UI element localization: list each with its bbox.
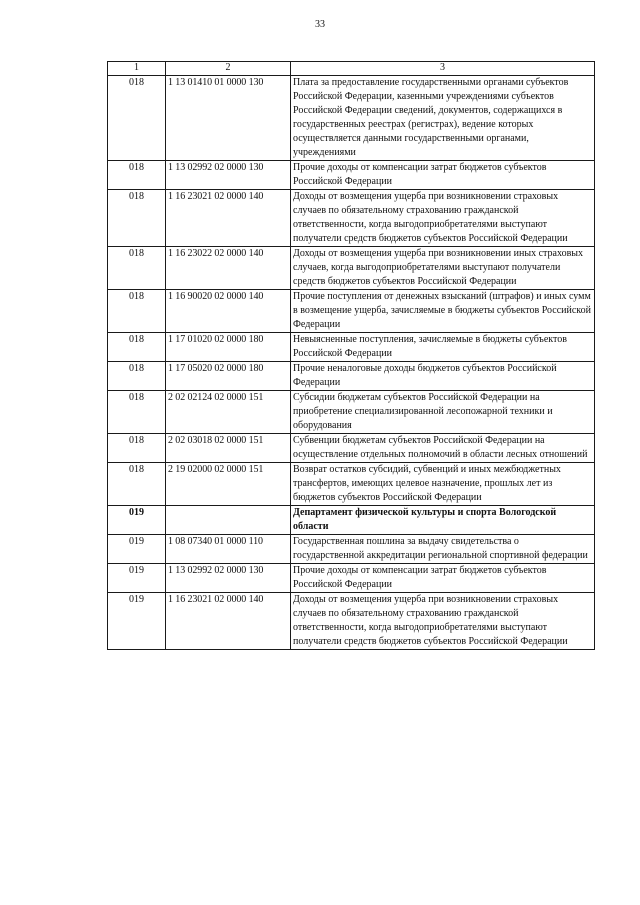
income-name-cell: Плата за предоставление государственными органами субъектов Российской Федерации, казенными учреждениями субъектов Российской Федерации сведений, документов, содержащихся в государственных реестрах (регистрах), ведение которых осуществляется данными государственными органами, учреждениями	[291, 76, 595, 161]
column-header: 3	[291, 62, 595, 76]
table-row	[108, 391, 595, 434]
admin-code-cell: 018	[108, 76, 166, 161]
budget-code-cell: 2 02 02124 02 0000 151	[166, 391, 291, 434]
income-name-cell: Доходы от возмещения ущерба при возникновении страховых случаев по обязательному страхованию гражданской ответственности, когда выгодоприобретателями выступают получатели средств бюджетов субъектов Российской Федерации	[291, 593, 595, 650]
income-name-cell: Субвенции бюджетам субъектов Российской Федерации на осуществление отдельных полномочий в области лесных отношений	[291, 434, 595, 463]
table-row	[108, 593, 595, 650]
budget-code-cell: 1 16 23021 02 0000 140	[166, 190, 291, 247]
table-row	[108, 463, 595, 506]
income-name-cell: Доходы от возмещения ущерба при возникновении страховых случаев по обязательному страхованию гражданской ответственности, когда выгодоприобретателями выступают получатели средств бюджетов субъектов Российской Федерации	[291, 190, 595, 247]
budget-code-cell: 1 13 01410 01 0000 130	[166, 76, 291, 161]
budget-code-cell: 2 02 03018 02 0000 151	[166, 434, 291, 463]
budget-code-cell: 1 17 05020 02 0000 180	[166, 362, 291, 391]
column-header: 1	[108, 62, 166, 76]
income-name-cell: Прочие поступления от денежных взысканий (штрафов) и иных сумм в возмещение ущерба, зачисляемые в бюджеты субъектов Российской Федерации	[291, 290, 595, 333]
admin-code-cell: 018	[108, 463, 166, 506]
admin-code-cell: 018	[108, 391, 166, 434]
admin-code-cell: 018	[108, 333, 166, 362]
budget-code-cell: 1 08 07340 01 0000 110	[166, 535, 291, 564]
budget-code-cell: 1 13 02992 02 0000 130	[166, 564, 291, 593]
budget-code-cell: 1 16 23021 02 0000 140	[166, 593, 291, 650]
income-name-cell: Субсидии бюджетам субъектов Российской Федерации на приобретение специализированной лесопожарной техники и оборудования	[291, 391, 595, 434]
budget-code-cell: 1 16 23022 02 0000 140	[166, 247, 291, 290]
revenue-code-table	[107, 61, 595, 650]
table-row	[108, 564, 595, 593]
admin-code-cell: 018	[108, 290, 166, 333]
income-name-cell: Прочие доходы от компенсации затрат бюджетов субъектов Российской Федерации	[291, 564, 595, 593]
admin-code-cell: 019	[108, 506, 166, 535]
table-row	[108, 247, 595, 290]
section-row	[108, 506, 595, 535]
admin-code-cell: 018	[108, 161, 166, 190]
admin-code-cell: 019	[108, 564, 166, 593]
income-name-cell: Доходы от возмещения ущерба при возникновении иных страховых случаев, когда выгодоприобретателями выступают получатели средств бюджетов субъектов Российской Федерации	[291, 247, 595, 290]
admin-code-cell: 019	[108, 535, 166, 564]
budget-code-cell: 2 19 02000 02 0000 151	[166, 463, 291, 506]
admin-code-cell: 018	[108, 247, 166, 290]
table-row	[108, 190, 595, 247]
table-header-row	[108, 62, 595, 76]
budget-code-cell: 1 16 90020 02 0000 140	[166, 290, 291, 333]
income-name-cell: Государственная пошлина за выдачу свидетельства о государственной аккредитации региональной спортивной федерации	[291, 535, 595, 564]
admin-code-cell: 018	[108, 190, 166, 247]
table-row	[108, 362, 595, 391]
budget-code-cell: 1 13 02992 02 0000 130	[166, 161, 291, 190]
budget-code-cell: 1 17 01020 02 0000 180	[166, 333, 291, 362]
table-row	[108, 434, 595, 463]
admin-code-cell: 018	[108, 434, 166, 463]
table-row	[108, 76, 595, 161]
budget-code-cell	[166, 506, 291, 535]
income-name-cell: Возврат остатков субсидий, субвенций и иных межбюджетных трансфертов, имеющих целевое назначение, прошлых лет из бюджетов субъектов Российской Федерации	[291, 463, 595, 506]
table-row	[108, 290, 595, 333]
table-row	[108, 535, 595, 564]
column-header: 2	[166, 62, 291, 76]
table-row	[108, 161, 595, 190]
admin-code-cell: 018	[108, 362, 166, 391]
income-name-cell: Прочие неналоговые доходы бюджетов субъектов Российской Федерации	[291, 362, 595, 391]
income-name-cell: Департамент физической культуры и спорта Вологодской области	[291, 506, 595, 535]
income-name-cell: Невыясненные поступления, зачисляемые в бюджеты субъектов Российской Федерации	[291, 333, 595, 362]
income-name-cell: Прочие доходы от компенсации затрат бюджетов субъектов Российской Федерации	[291, 161, 595, 190]
table-row	[108, 333, 595, 362]
admin-code-cell: 019	[108, 593, 166, 650]
page-number: 33	[315, 19, 325, 30]
